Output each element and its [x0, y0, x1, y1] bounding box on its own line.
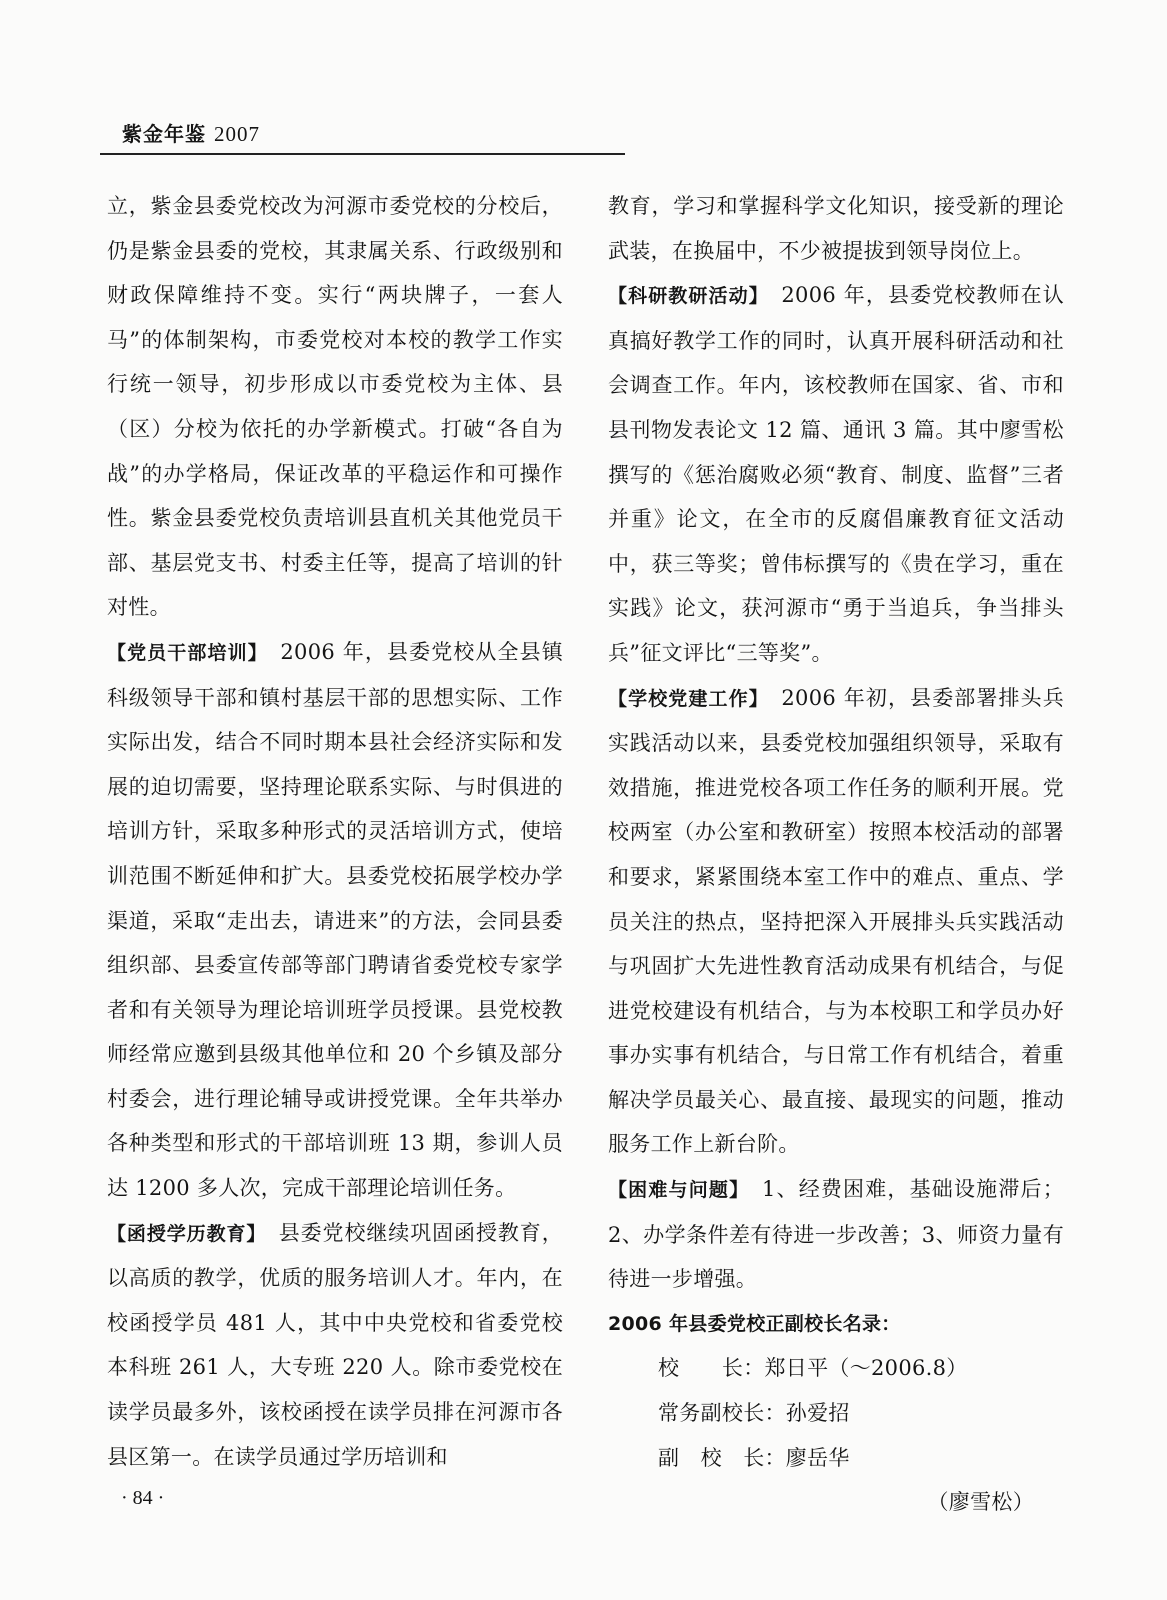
- section-text: 2006 年，县委党校从全县镇科级领导干部和镇村基层干部的思想实际、工作实际出发，结合不同时期本县社会经济实际和发展的迫切需要，坚持理论联系实际、与时俱进的培训方针，采取多种形式的灵活培训方式，使培训范围不断延伸和扩大。县委党校拓展学校办学渠道，采取“走出去，请进来”的方法，会同县委组织部、县委宣传部等部门聘请省委党校专家学者和有关领导为理论培训班学员授课。县党校教师经常应邀到县级其他单位和 20 个乡镇及部分村委会，进行理论辅导或讲授党课。全年共举办各种类型和形式的干部培训班 13 期，参训人员达 1200 多人次，完成干部理论培训任务。: [107, 639, 563, 1201]
- section-paragraph: [608, 1167, 1064, 1302]
- yearbook-title: 紫金年鉴: [122, 122, 206, 146]
- yearbook-year: 2007: [213, 122, 260, 146]
- section-paragraph: [107, 1211, 563, 1480]
- section-title: 【困难与问题】: [608, 1179, 740, 1202]
- section-text: 2006 年，县委党校教师在认真搞好教学工作的同时，认真开展科研活动和社会调查工作。年内，该校教师在国家、省、市和县刊物发表论文 12 篇、通讯 3 篇。其中廖雪松撰写的《惩治腐败必须“教育、制度、监督”三者并重》论文，在全市的反腐倡廉教育征文活动中，获三等奖；曾伟标撰写的《贵在学习，重在实践》论文，获河源市“勇于当追兵，争当排头兵”征文评比“三等奖”。: [608, 283, 1064, 665]
- section-paragraph: [107, 630, 563, 1211]
- section-paragraph: [608, 273, 1064, 675]
- section-text: 1、经费困难，基础设施滞后；2、办学条件差有待进一步改善；3、师资力量有待进一步增强。: [608, 1177, 1064, 1292]
- running-head: [122, 118, 260, 147]
- author-credit: （廖雪松）: [927, 1490, 1034, 1515]
- continuation-paragraph: 教育，学习和掌握科学文化知识，接受新的理论武装，在换届中，不少被提拔到领导岗位上。: [608, 194, 1064, 263]
- roster-entry: 常务副校长：孙爱招: [658, 1401, 850, 1426]
- page-number: · 84 ·: [121, 1487, 165, 1509]
- section-title: 【党员干部培训】: [107, 641, 259, 664]
- right-column: [608, 184, 1064, 1525]
- section-text: 2006 年初，县委部署排头兵实践活动以来，县委党校加强组织领导，采取有效措施，推进党校各项工作任务的顺利开展。党校两室（办公室和教研室）按照本校活动的部署和要求，紧紧围绕本室工作中的难点、重点、学员关注的热点，坚持把深入开展排头兵实践活动与巩固扩大先进性教育活动成果有机结合，与促进党校建设有机结合，与为本校职工和学员办好事办实事有机结合，与日常工作有机结合，着重解决学员最关心、最直接、最现实的问题，推动服务工作上新台阶。: [608, 685, 1064, 1157]
- section-paragraph: [608, 676, 1064, 1168]
- roster-title: 2006 年县委党校正副校长名录：: [608, 1312, 901, 1335]
- section-text: 县委党校继续巩固函授教育，以高质的教学，优质的服务培训人才。年内，在校函授学员 481 人，其中中央党校和省委党校本科班 261 人，大专班 220 人。除市委党校在读学员最多外，该校函授在读学员排在河源市各县区第一。在读学员通过学历培训和: [107, 1220, 563, 1469]
- roster-entry: 副 校 长：廖岳华: [658, 1445, 850, 1470]
- section-title: 【科研教研活动】: [608, 285, 760, 308]
- intro-paragraph: 立，紫金县委党校改为河源市委党校的分校后，仍是紫金县委的党校，其隶属关系、行政级别和财政保障维持不变。实行“两块牌子，一套人马”的体制架构，市委党校对本校的教学工作实行统一领导，初步形成以市委党校为主体、县（区）分校为依托的办学新模式。打破“各自为战”的办学格局，保证改革的平稳运作和可操作性。紫金县委党校负责培训县直机关其他党员干部、基层党支书、村委主任等，提高了培训的针对性。: [107, 194, 563, 620]
- roster-entry: 校 长：郑日平（～2006.8）: [658, 1356, 968, 1381]
- section-title: 【函授学历教育】: [107, 1222, 257, 1245]
- section-title: 【学校党建工作】: [608, 687, 760, 710]
- left-column: [107, 184, 563, 1479]
- header-rule: [100, 153, 625, 155]
